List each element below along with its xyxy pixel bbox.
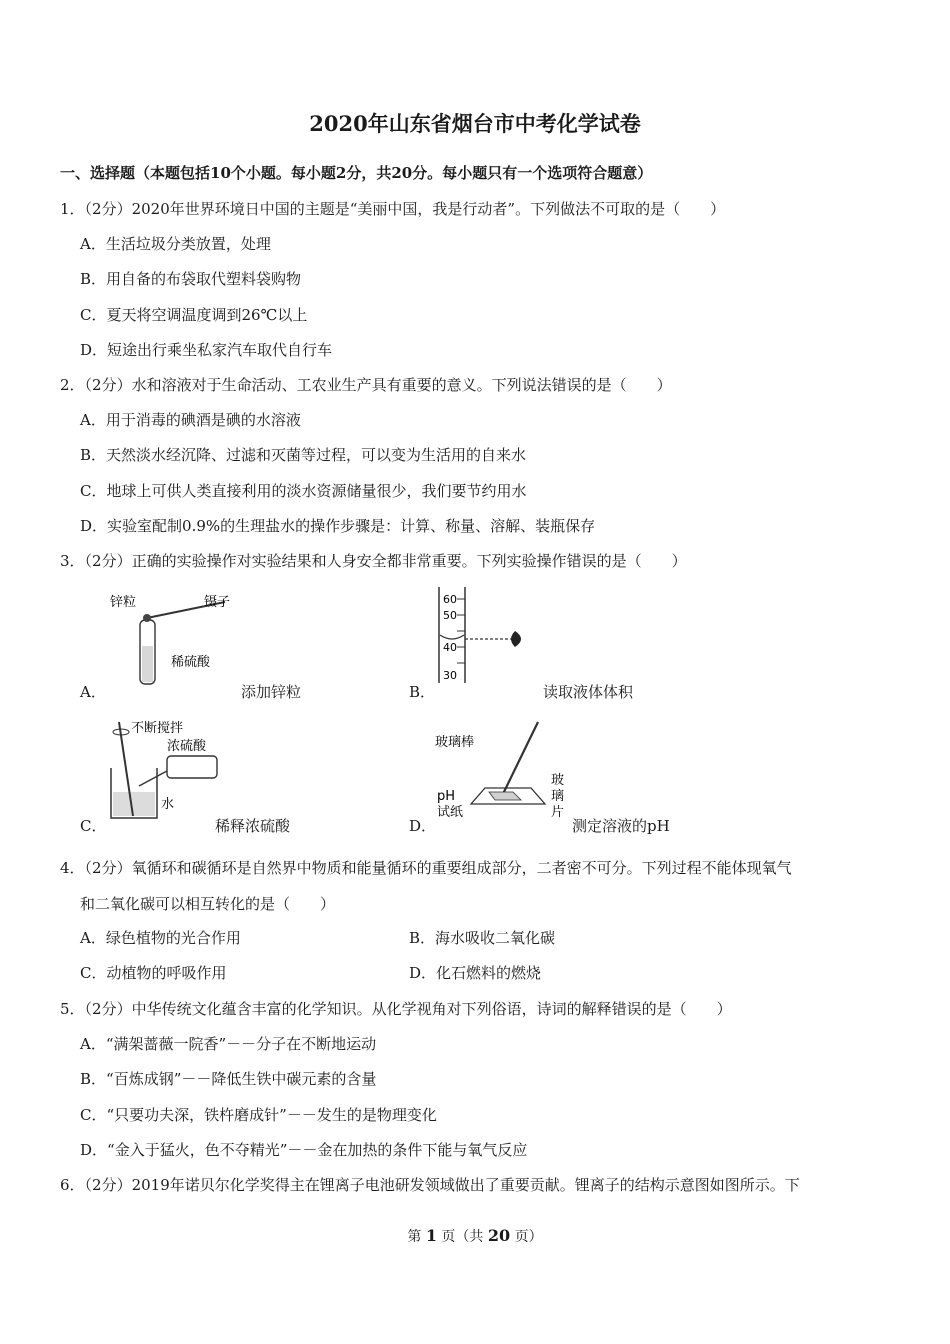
figure-dilute-acid	[105, 716, 230, 824]
label-tweezers: 镊子	[204, 595, 231, 610]
question-3-option-a: A．	[80, 683, 106, 701]
question-1-option-c: C．夏天将空调温度调到26℃以上	[80, 306, 308, 324]
question-3-stem: 3．（2分）正确的实验操作对实验结果和人身安全都非常重要。下列实验操作错误的是（ ）	[60, 552, 687, 570]
figure-measure-ph	[433, 716, 568, 824]
label-dilute-sulfuric-acid: 稀硫酸	[171, 655, 211, 670]
question-2-option-a: A．用于消毒的碘酒是碘的水溶液	[80, 411, 301, 429]
question-5-stem: 5．（2分）中华传统文化蕴含丰富的化学知识。从化学视角对下列俗语，诗词的解释错误的是（ ）	[60, 1000, 732, 1018]
section-heading: 一、选择题（本题包括10个小题。每小题2分，共20分。每小题只有一个选项符合题意）	[60, 164, 653, 182]
eye-icon	[511, 631, 521, 647]
question-4-option-d: D．化石燃料的燃烧	[409, 964, 542, 982]
meniscus	[440, 635, 464, 639]
question-2-stem: 2．（2分）水和溶液对于生命活动、工农业生产具有重要的意义。下列说法错误的是（ ）	[60, 376, 672, 394]
caption-add-zinc: 添加锌粒	[241, 683, 302, 701]
question-3-option-c: C．	[80, 817, 107, 835]
question-5-option-c: C．“只要功夫深，铁杵磨成针”－－发生的是物理变化	[80, 1106, 437, 1124]
label-bo: 玻	[551, 773, 565, 788]
question-1-option-d: D．短途出行乘坐私家汽车取代自行车	[80, 341, 333, 359]
footer-middle: 页（共	[436, 1229, 488, 1245]
question-4-stem-continued: 和二氧化碳可以相互转化的是（ ）	[80, 895, 336, 913]
water-liquid	[113, 792, 155, 816]
label-li: 璃	[551, 789, 565, 804]
label-keep-stirring: 不断搅拌	[131, 721, 184, 736]
question-2-option-d: D．实验室配制0.9%的生理盐水的操作步骤是：计算、称量、溶解、装瓶保存	[80, 517, 596, 535]
question-4-option-c: C．动植物的呼吸作用	[80, 964, 227, 982]
question-1-stem: 1．（2分）2020年世界环境日中国的主题是“美丽中国，我是行动者”。下列做法不可取的是（ ）	[60, 200, 726, 218]
question-6-stem: 6．（2分）2019年诺贝尔化学奖得主在锂离子电池研发领域做出了重要贡献。锂离子的结构示意图如图所示。下	[60, 1176, 800, 1194]
caption-dilute-acid: 稀释浓硫酸	[215, 817, 291, 835]
acid-bottle	[167, 756, 217, 778]
zinc-granule	[143, 614, 151, 622]
label-test-paper: 试纸	[437, 805, 464, 820]
label-glass-rod: 玻璃棒	[435, 735, 475, 750]
question-5-option-b: B．“百炼成钢”－－降低生铁中碳元素的含量	[80, 1070, 377, 1088]
label-concentrated-acid: 浓硫酸	[167, 739, 207, 754]
question-1-option-a: A．生活垃圾分类放置，处理	[80, 235, 271, 253]
page-footer	[0, 1226, 950, 1246]
current-page-number: 1	[425, 1226, 437, 1245]
question-5-option-a: A．“满架蔷薇一院香”－－分子在不断地运动	[80, 1035, 377, 1053]
figure-read-volume	[433, 583, 545, 685]
label-ph: pH	[437, 789, 456, 804]
page-title: 2020年山东省烟台市中考化学试卷	[309, 111, 641, 136]
question-2-option-c: C．地球上可供人类直接利用的淡水资源储量很少，我们要节约用水	[80, 482, 527, 500]
label-zinc: 锌粒	[110, 595, 137, 610]
glass-rod	[501, 722, 538, 798]
question-4-option-a: A．绿色植物的光合作用	[80, 929, 241, 947]
tick-30: 30	[443, 669, 457, 682]
dilute-acid-liquid	[142, 646, 153, 682]
label-water: 水	[161, 797, 175, 812]
ph-paper	[489, 792, 521, 800]
tick-50: 50	[443, 609, 457, 622]
caption-measure-ph: 测定溶液的pH	[572, 817, 670, 835]
total-page-count: 20	[487, 1226, 511, 1245]
question-2-option-b: B．天然淡水经沉降、过滤和灭菌等过程，可以变为生活用的自来水	[80, 446, 527, 464]
question-4-stem: 4．（2分）氧循环和碳循环是自然界中物质和能量循环的重要组成部分，二者密不可分。下列过程不能体现氧气	[60, 859, 792, 877]
tick-60: 60	[443, 593, 457, 606]
caption-read-volume: 读取液体体积	[543, 683, 634, 701]
question-5-option-d: D．“金入于猛火，色不夺精光”－－金在加热的条件下能与氧气反应	[80, 1141, 528, 1159]
label-pian: 片	[551, 805, 565, 820]
figure-add-zinc	[105, 588, 240, 688]
footer-suffix: 页）	[510, 1229, 543, 1245]
tick-40: 40	[443, 641, 457, 654]
footer-prefix: 第	[407, 1229, 426, 1245]
question-4-option-b: B．海水吸收二氧化碳	[409, 929, 556, 947]
question-1-option-b: B．用自备的布袋取代塑料袋购物	[80, 270, 302, 288]
question-3-option-d: D．	[409, 817, 437, 835]
question-3-option-b: B．	[409, 683, 436, 701]
